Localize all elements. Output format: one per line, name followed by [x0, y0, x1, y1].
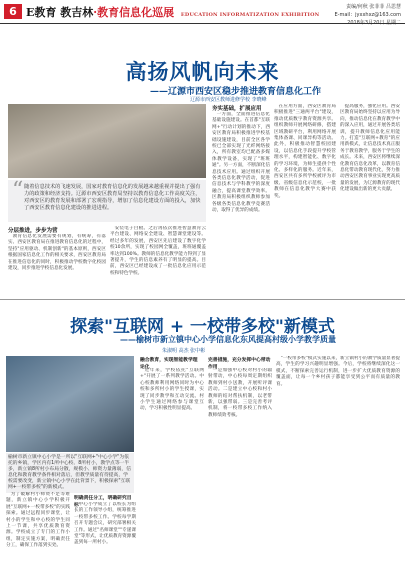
article1-col4-text: 在应用方面，西安区教育局积极推进"三通两平台"建设，推动优质数字教育资源共享。组织教师开展网络研修，搭建区域教研平台，利用网络开展集体备课、同课异构等活动。此外，积极推动智慧校园建设，以信息化手段提升学校管理水平，构建智能化、数字化的学习环境，为师生提供个性化、多样化的服务。近年来，西安区共有多所学校被评为市级、省级信息化示范校，一批教师在信息化教学大赛中获奖。 [274, 104, 336, 199]
article2-subtitle: ——榆树市新立镇中心小学信息化东风提高村级小学教学质量 [120, 335, 336, 344]
article2-col3-text: 近年来，学校依托"互联网+"开展了一系列教学活动。中心校教师利用网络同时为中心校和多所村小的学生授课，实现了同步教学和互动交流。村小学生通过网络参与课堂互动，学习积极性明显提高。 [140, 368, 204, 412]
article2-section3-title: 完善措施，充分发挥中心带动作用 [208, 358, 271, 370]
article2-caption: 榆树市新立镇中心小学是一所以"互联网+"中心小学"为依托的乡镇，学区内有1所中心校、8所村小，教学点等一半多，新立镇8所村小布局分散，规模小、师资力量薄弱，信息化和教育教学条件相对落后，但教学质量有待提高，学校需要改变，新立镇中心小学在此背景下，积极探索"互联网+一校带多校"的新模式。 [6, 453, 134, 493]
article1-col4 [274, 104, 336, 296]
article1-col5-text: 提高服务，强化应用。西安区教育局始终坚持以应用为导向，推动信息化在教育教学中的深入应用，通过开展各类培训，提升教师信息化应用能力。打造"互联网+教育"的应用新模式，让信息技术真正服务于教育教学，服务于学生的成长。未来，西安区将继续深化教育信息化改革，以教育信息化带动教育现代化，努力推动西安区教育事业实现更高质量的发展，为辽源教育的现代化建设做出新的更大贡献。 [340, 104, 400, 193]
editors: 责编/何秋 张菲菲 吕思慧 [346, 4, 401, 10]
article1-col2 [110, 226, 206, 296]
brand-main: 教吉林 [60, 6, 94, 19]
article-divider [0, 299, 405, 300]
masthead [26, 4, 319, 20]
article2-col1-text: 为了破解村小师资不足等难题，新立镇中心小学积极开展"互联网+一校带多校"的实践探索。通过远程同步课堂，让村小的学生和中心校的学生同上一节课，共享优质教育资源。学校成立了专门的工作小组，制定实施方案，明确责任分工，确保工作落到实处。 [6, 492, 70, 549]
article2-title: 探索"互联网 + 一校带多校"新模式 [70, 317, 335, 337]
article1-col1 [8, 234, 106, 296]
article2-col5 [276, 356, 400, 580]
article2-col4-text: 一是加强中心校对村小的辐射带动，中心校每周定期组织教师到村小送教，开展听评课活动。二是建立中心校和村小教师的结对帮扶机制，以老带新，以强带弱。三是完善考评机制，将一校带多校工作纳入教师绩效考核。 [208, 368, 272, 418]
article1-col2-text: 安装电子白板。之后再依次推进智慧教育云平台建设、网络安全建设、智慧课堂建设等。经过多年的发展，西安区先后建设了数字化学校10余所，实现了校园网全覆盖，班班通覆盖率达到100%。教师的信息化教学能力得到了显著提升，学生的信息素养有了明显的提高。目前，西安区已经建设成了一批信息化应用示范校和特色学校。 [110, 226, 206, 276]
quote-mark-icon: “ [12, 178, 24, 203]
article2-section2-title: 融合教育，实现智能教学理论化 [140, 358, 198, 370]
section-label: E教育 [26, 6, 57, 19]
article2-col2-text: 中心小学成立了以校长为组长的工作领导小组，统筹推进一校带多校工作。学校每学期召开专题会议，研究部署相关工作。通过"名师课堂""专递课堂"等形式，让优质教育资源覆盖到每一所村小。 [74, 502, 136, 546]
article2-section1-title: 明确责任分工，明确研究目标 [74, 496, 132, 508]
article1-subtitle: ——辽源市西安区稳步推进教育信息化工作 [150, 87, 322, 97]
article2-col2 [74, 502, 136, 580]
page-header [0, 0, 405, 24]
brand-sub: ·教育信息化巡展 [93, 6, 175, 19]
article1-byline: 辽源市西安区教师进修学校 李晓峰 [190, 97, 267, 103]
article1-col3 [212, 112, 270, 296]
article1-col3-text: 一方面，全面推进信息化基础设施建设。在首都"互联网+"行动计划的推动下，西安区教育局积极推进学校基础设施建设，目前全区各学校已全部实现了光纤网络接入，所有教室均已配备多媒体教学设备，实现了"班班通"。另一方面，不断深化信息技术应用。通过组织开展各类信息化教学活动，促进信息技术与学科教学的深度融合，提高课堂教学效率。区教育局积极组织教师参加各级各类信息化教学竞赛活动，取得了优异的成绩。 [212, 112, 270, 214]
article1-quote-box [8, 180, 206, 222]
article1-section1-title: 分层推进，步步为营 [8, 228, 58, 234]
article2-byline: 朱淑明 高杰 张中彬 [162, 348, 206, 354]
article2-col5-text: "一校带多校"模式实施以来，新立镇村小的教学质量显著提高，学生的学习兴趣明显增强。今后，学校将继续深化这一模式，不断探索完善运行机制，进一步扩大优质教育资源的覆盖面，让每一个乡村孩子都能享受到公平而有质量的教育。 [276, 356, 400, 387]
article1-col1-text: 教育信息化发展需要有规划，有统筹，有落实、西安区教育局在推进教育信息化的过程中，坚持"应用驱动、机制创新"的基本原则，西安区根据国家信息化工作的相关要求，西安区教育局在推进信息化的同时，积极推动学校数字化校园建设，同步推进学校信息化发展。 [8, 234, 106, 272]
article2-photo [6, 356, 134, 452]
article1-col5 [340, 104, 400, 296]
article1-title: 高扬风帆向未来 [125, 60, 280, 84]
brand-english: EDUCATION INFORMATIZATION EXHIBITION [180, 12, 320, 18]
header-meta [334, 3, 401, 27]
article1-quote: 随着信息技术的飞速发展，国家对教育信息化的发展越来越重视并提出了强有力的政策和经济支持。辽源市西安区教育局坚持以教育信息化工作高度关注，对西安区的教育发展和部署了宏观指导，增加了信息化建设方面的投入，加快了西安区教育信息化建设的推进进程。 [24, 184, 201, 211]
article1-section2-title: 夯实基础，扩展应用 [212, 106, 262, 112]
article1-photo [8, 104, 206, 178]
email: E-mail：jyxxhxz@163.com [334, 12, 401, 18]
article2-col4 [208, 368, 272, 580]
article2-col3 [140, 368, 204, 580]
issue-date: 2018年3月20日 星期二 [347, 20, 401, 26]
article2-col1 [6, 492, 70, 580]
page-number: 6 [4, 4, 22, 19]
